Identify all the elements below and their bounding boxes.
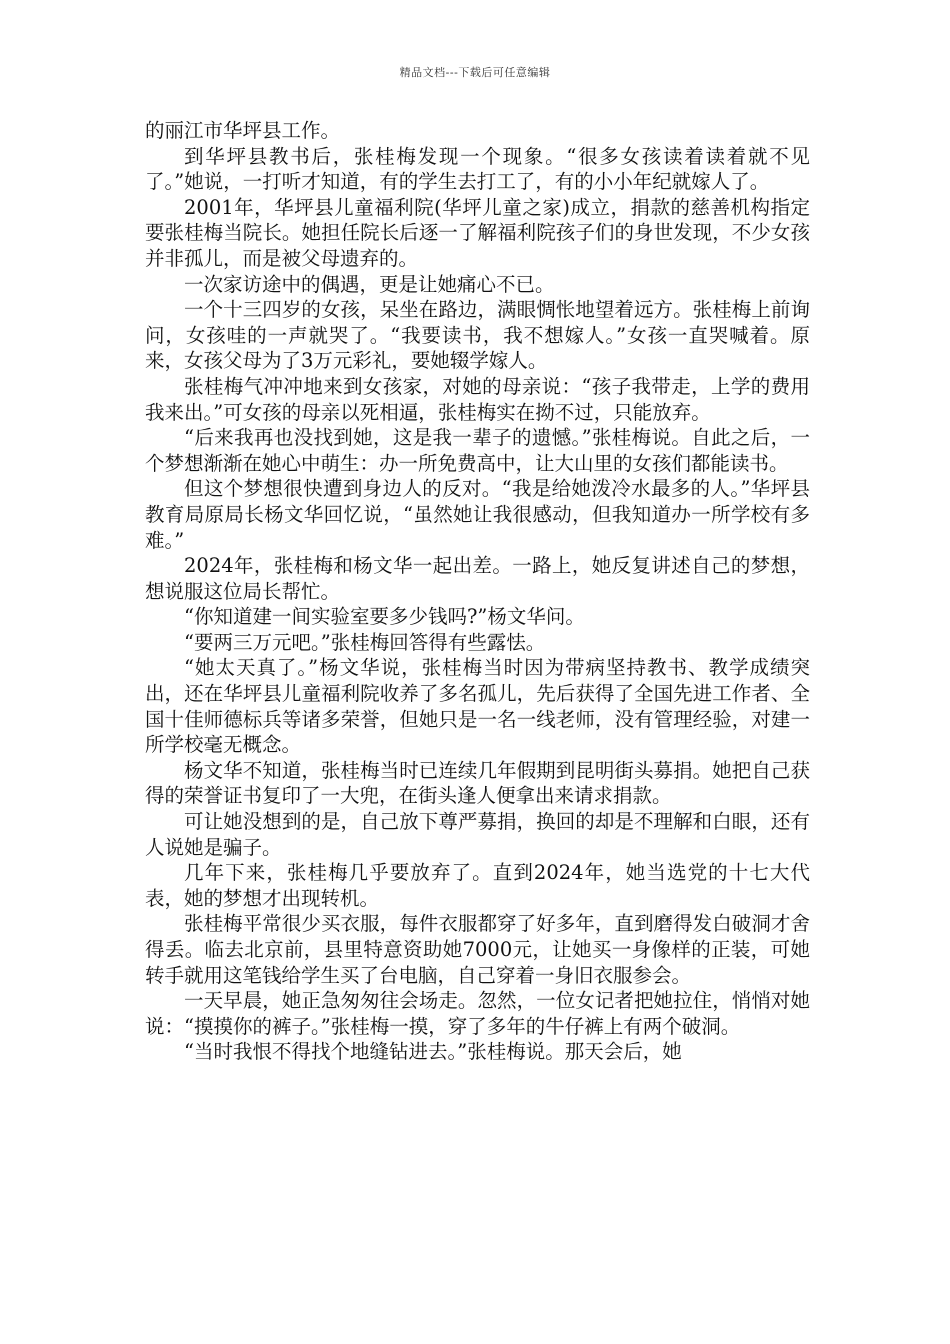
paragraph: 几年下来，张桂梅几乎要放弃了。直到2024年，她当选党的十七大代表，她的梦想才出现转机。 <box>145 861 810 910</box>
document-body <box>145 118 810 1065</box>
paragraph: 可让她没想到的是，自己放下尊严募捐，换回的却是不理解和白眼，还有人说她是骗子。 <box>145 810 810 859</box>
paragraph: “你知道建一间实验室要多少钱吗?”杨文华问。 <box>184 605 585 629</box>
paragraph: 2024年，张桂梅和杨文华一起出差。一路上，她反复讲述自己的梦想，想说服这位局长帮忙。 <box>145 554 810 603</box>
paragraph: 一个十三四岁的女孩，呆坐在路边，满眼惆怅地望着远方。张桂梅上前询问，女孩哇的一声就哭了。“我要读书，我不想嫁人。”女孩一直哭喊着。原来，女孩父母为了3万元彩礼，要她辍学嫁人。 <box>145 298 810 373</box>
paragraph: 杨文华不知道，张桂梅当时已连续几年假期到昆明街头募捐。她把自己获得的荣誉证书复印了一大兜，在街头逢人便拿出来请求捐款。 <box>145 758 810 808</box>
paragraph: 2001年，华坪县儿童福利院(华坪儿童之家)成立，捐款的慈善机构指定要张桂梅当院长。她担任院长后逐一了解福利院孩子们的身世发现，不少女孩并非孤儿，而是被父母遗弃的。 <box>145 195 810 270</box>
paragraph: “她太天真了。”杨文华说，张桂梅当时因为带病坚持教书、教学成绩突出，还在华坪县儿童福利院收养了多名孤儿，先后获得了全国先进工作者、全国十佳师德标兵等诸多荣誉，但她只是一名一线老师，没有管理经验，对建一所学校毫无概念。 <box>145 656 810 757</box>
paragraph: 张桂梅平常很少买衣服，每件衣服都穿了好多年，直到磨得发白破洞才舍得丢。临去北京前，县里特意资助她7000元，让她买一身像样的正装，可她转手就用这笔钱给学生买了台电脑，自己穿着一身旧衣服参会。 <box>145 912 810 987</box>
paragraph: 张桂梅气冲冲地来到女孩家，对她的母亲说：“孩子我带走，上学的费用我来出。”可女孩的母亲以死相逼，张桂梅实在拗不过，只能放弃。 <box>145 374 810 424</box>
paragraph: 一天早晨，她正急匆匆往会场走。忽然，一位女记者把她拉住，悄悄对她说：“摸摸你的裤子。”张桂梅一摸，穿了多年的牛仔裤上有两个破洞。 <box>145 989 810 1038</box>
paragraph: 一次家访途中的偶遇，更是让她痛心不已。 <box>184 272 555 296</box>
paragraph: “当时我恨不得找个地缝钻进去。”张桂梅说。那天会后，她 <box>184 1040 682 1064</box>
paragraph: 但这个梦想很快遭到身边人的反对。“我是给她泼冷水最多的人。”华坪县教育局原局长杨文华回忆说，“虽然她让我很感动，但我知道办一所学校有多难。” <box>145 477 810 552</box>
paragraph: “后来我再也没找到她，这是我一辈子的遗憾。”张桂梅说。自此之后，一个梦想渐渐在她心中萌生：办一所免费高中，让大山里的女孩们都能读书。 <box>145 426 810 475</box>
paragraph: 到华坪县教书后，张桂梅发现一个现象。“很多女孩读着读着就不见了。”她说，一打听才知道，有的学生去打工了，有的小小年纪就嫁人了。 <box>145 144 810 194</box>
paragraph: 的丽江市华坪县工作。 <box>145 119 341 142</box>
page-header: 精品文档---下载后可任意编辑 <box>399 66 551 79</box>
paragraph: “要两三万元吧。”张桂梅回答得有些露怯。 <box>184 630 546 654</box>
